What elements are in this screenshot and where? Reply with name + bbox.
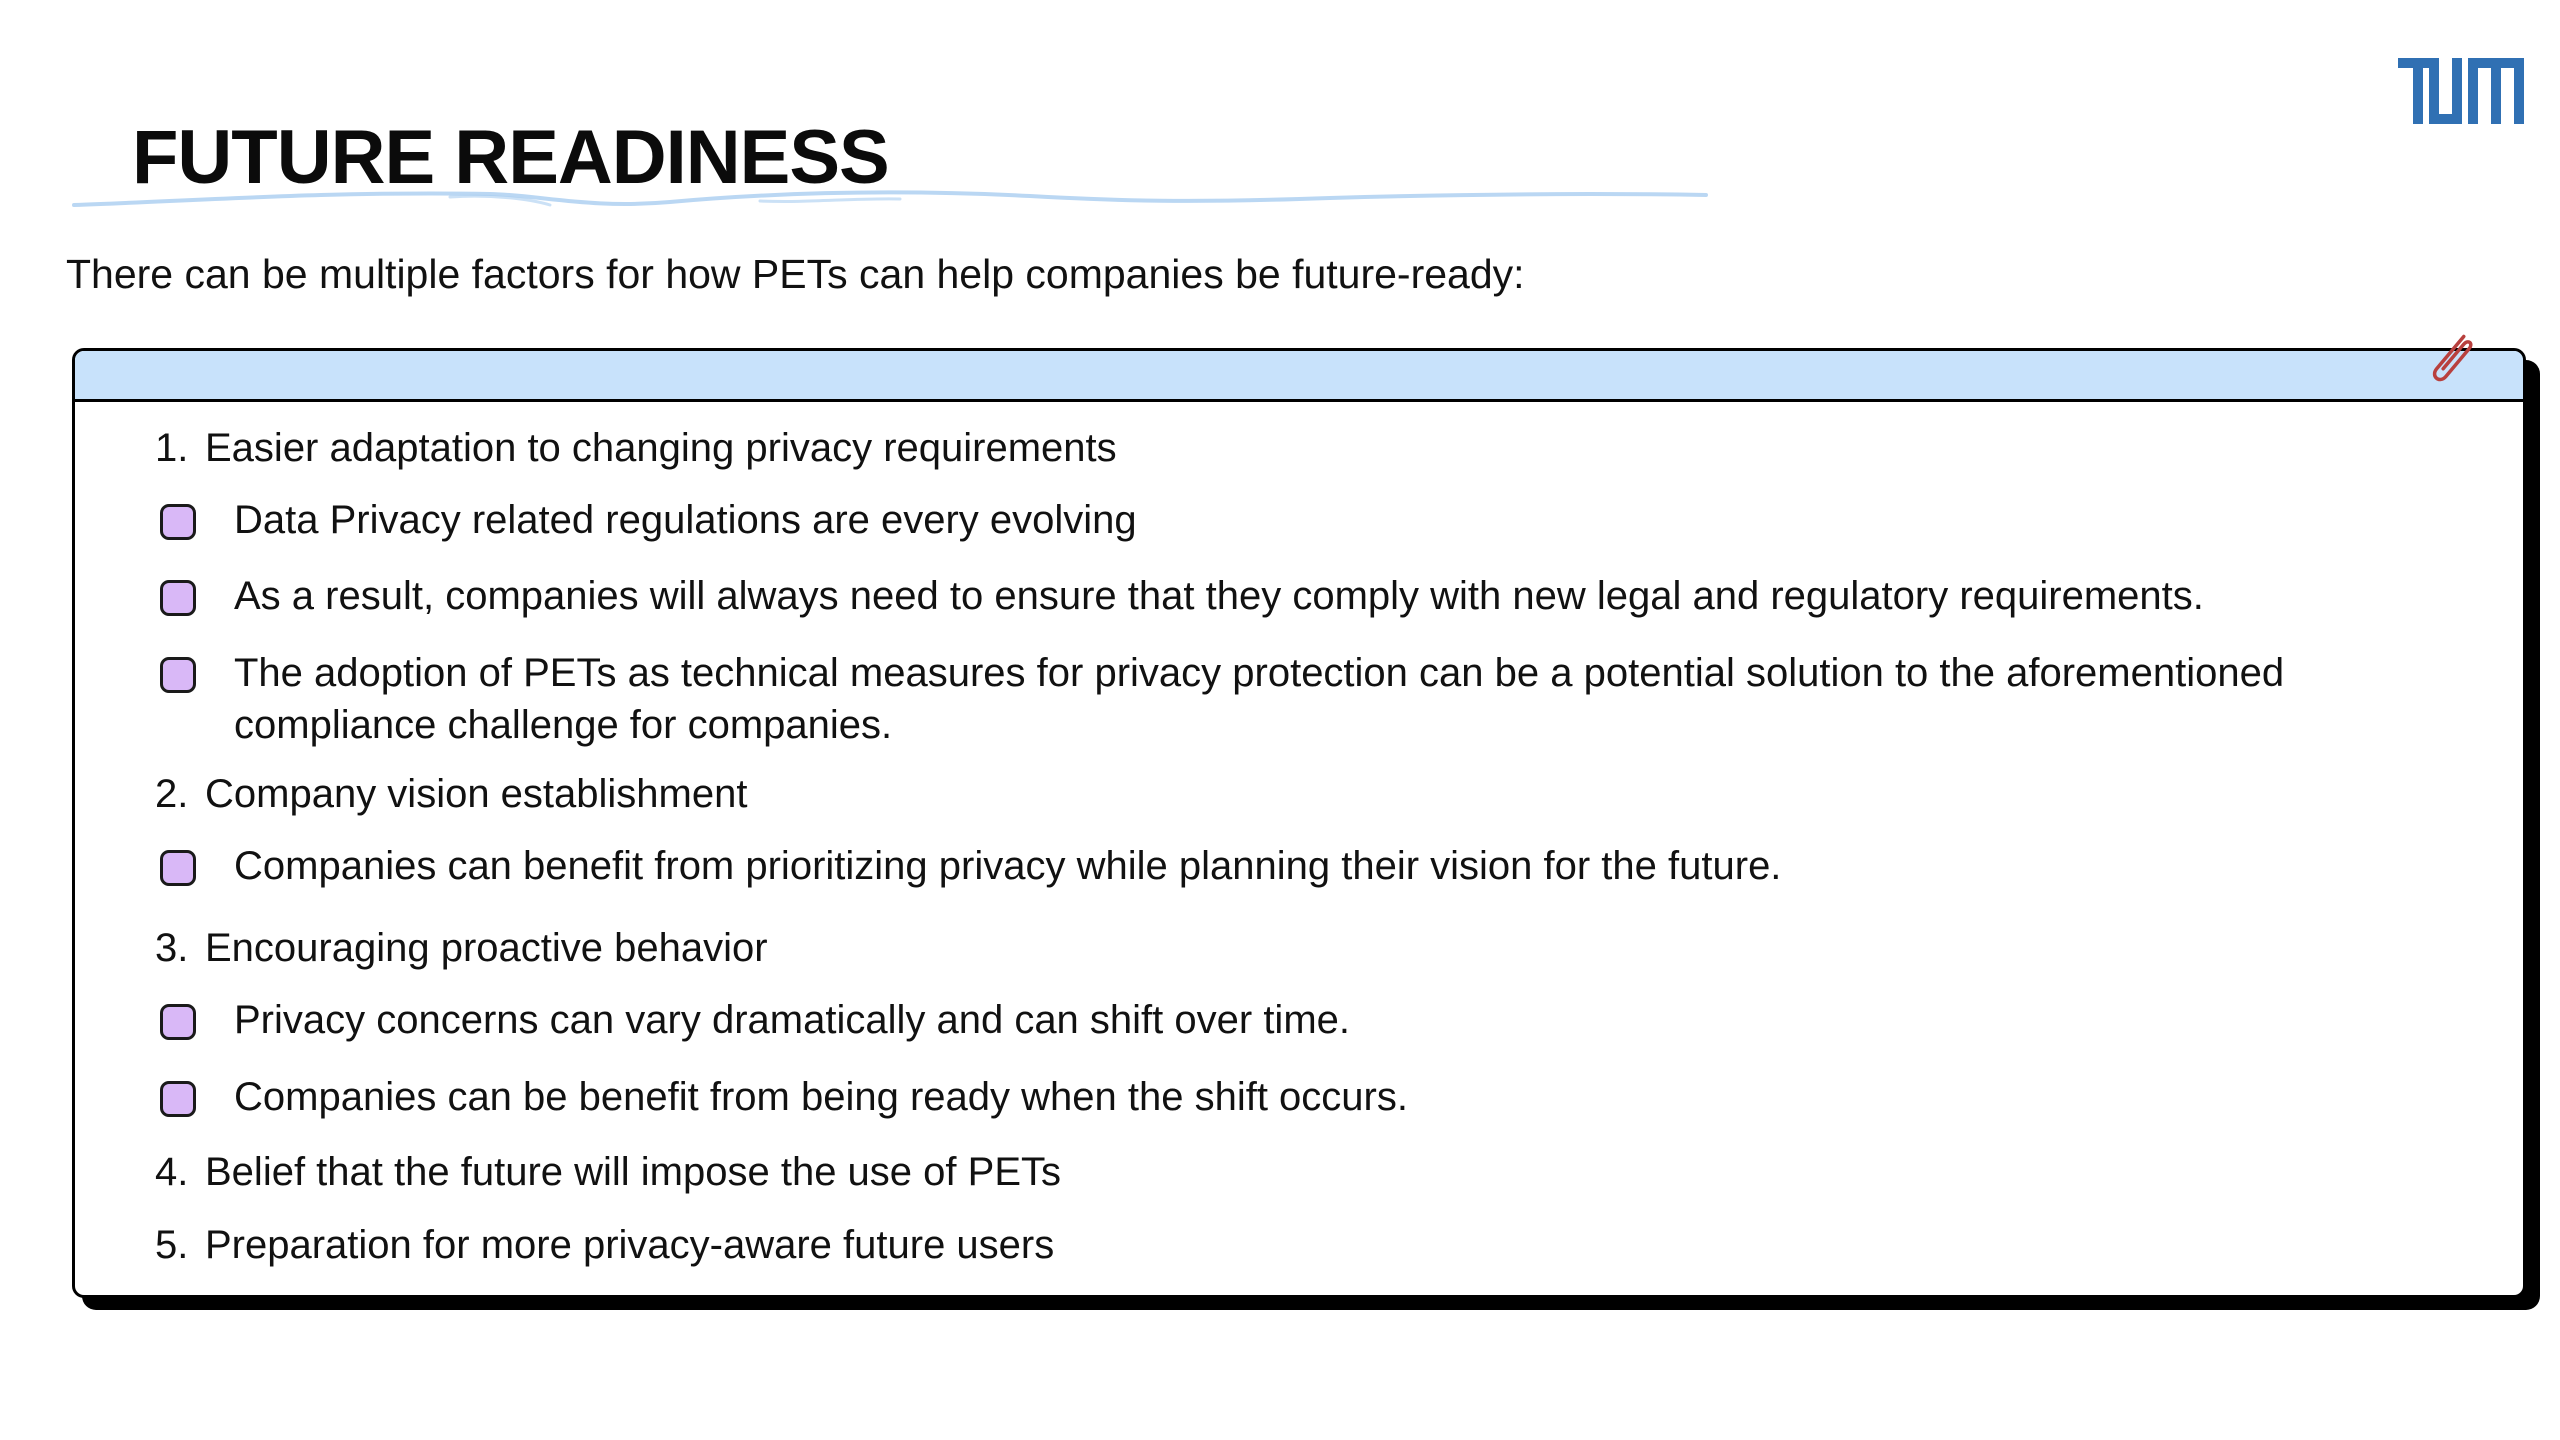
checkbox-icon xyxy=(160,1004,196,1040)
checkbox-icon xyxy=(160,580,196,616)
bullet-text: Companies can benefit from prioritizing privacy while planning their vision for the future. xyxy=(234,844,1782,888)
list-item-text: Belief that the future will impose the use of PETs xyxy=(205,1150,1061,1194)
list-number: 2. xyxy=(155,772,189,816)
list-number: 4. xyxy=(155,1150,189,1194)
bullet-item xyxy=(160,570,2490,622)
bullet-item xyxy=(160,1071,2490,1123)
list-item-text: Company vision establishment xyxy=(205,772,748,816)
card-header-bar xyxy=(75,351,2523,402)
tum-logo xyxy=(2398,58,2524,124)
page-title: FUTURE READINESS xyxy=(132,115,889,200)
checkbox-icon xyxy=(160,1081,196,1117)
bullet-item xyxy=(160,994,2490,1046)
bullet-text: As a result, companies will always need to ensure that they comply with new legal and regulatory requirements. xyxy=(234,574,2204,618)
list-item-4 xyxy=(155,1146,1061,1198)
bullet-text: Privacy concerns can vary dramatically and can shift over time. xyxy=(234,998,1350,1042)
checkbox-icon xyxy=(160,850,196,886)
bullet-text: The adoption of PETs as technical measures for privacy protection can be a potential solution to the aforementioned compliance challenge for companies. xyxy=(234,651,2285,747)
list-number: 3. xyxy=(155,926,189,970)
list-item-text: Easier adaptation to changing privacy requirements xyxy=(205,426,1117,470)
bullet-item xyxy=(160,840,2490,892)
paperclip-icon xyxy=(2420,330,2482,392)
checkbox-icon xyxy=(160,504,196,540)
bullet-text: Companies can be benefit from being ready when the shift occurs. xyxy=(234,1075,1408,1119)
list-item-2 xyxy=(155,768,747,820)
list-item-text: Encouraging proactive behavior xyxy=(205,926,768,970)
list-item-text: Preparation for more privacy-aware future users xyxy=(205,1223,1055,1267)
intro-text: There can be multiple factors for how PETs can help companies be future-ready: xyxy=(66,251,1525,297)
list-item-5 xyxy=(155,1219,1054,1271)
list-item-3 xyxy=(155,922,768,974)
bullet-item xyxy=(160,647,2490,751)
list-number: 5. xyxy=(155,1223,189,1267)
list-item-1 xyxy=(155,422,1117,474)
list-number: 1. xyxy=(155,426,189,470)
bullet-text: Data Privacy related regulations are every evolving xyxy=(234,498,1137,542)
bullet-item xyxy=(160,494,2490,546)
checkbox-icon xyxy=(160,657,196,693)
